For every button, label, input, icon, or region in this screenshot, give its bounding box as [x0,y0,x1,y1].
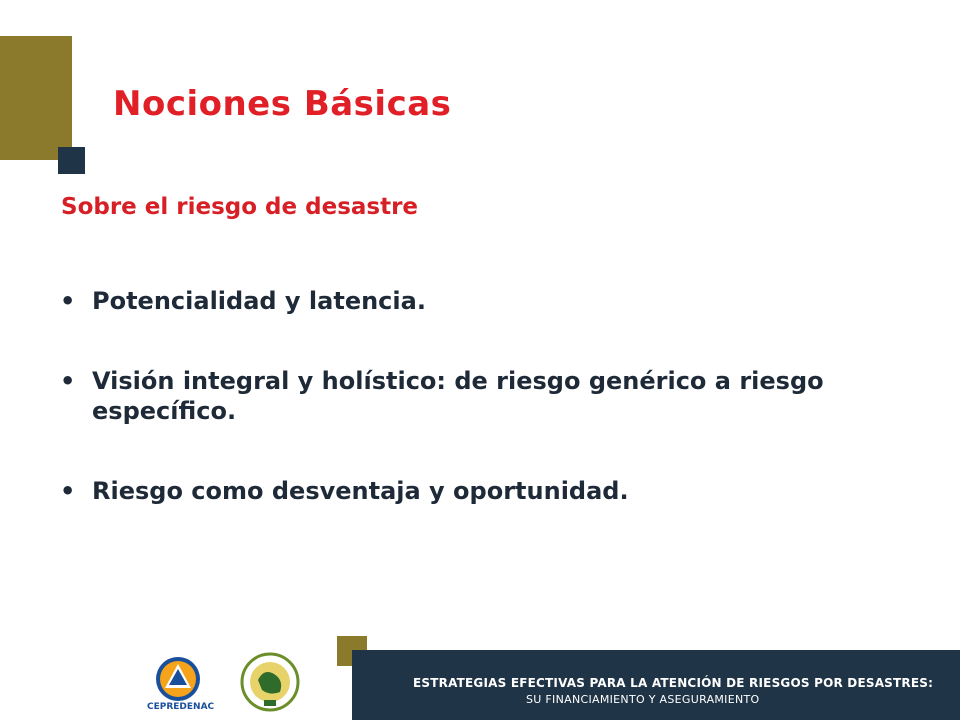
bullet-dot: • [60,477,76,505]
sica-seal-icon [240,650,300,716]
bullet-dot: • [60,367,76,395]
bullet-text: Riesgo como desventaja y oportunidad. [92,477,629,505]
bullet-item [58,286,898,316]
bullet-text: Visión integral y holístico: de riesgo genérico a riesgo específico. [92,367,824,425]
cepredenac-logo-label: CEPREDENAC [147,702,215,712]
decorative-gold-bar [0,36,72,160]
slide-title: Nociones Básicas [113,84,452,124]
bullet-item [58,476,898,506]
footer-title: ESTRATEGIAS EFECTIVAS PARA LA ATENCIÓN DE RIESGOS POR DESASTRES: [413,676,934,690]
bullet-text: Potencialidad y latencia. [92,287,426,315]
bullet-dot: • [60,287,76,315]
bullet-list [58,286,898,506]
slide-subtitle: Sobre el riesgo de desastre [61,194,419,220]
footer-subtitle: SU FINANCIAMIENTO Y ASEGURAMIENTO [526,693,760,706]
decorative-navy-square [58,147,85,174]
bullet-item [58,366,898,426]
